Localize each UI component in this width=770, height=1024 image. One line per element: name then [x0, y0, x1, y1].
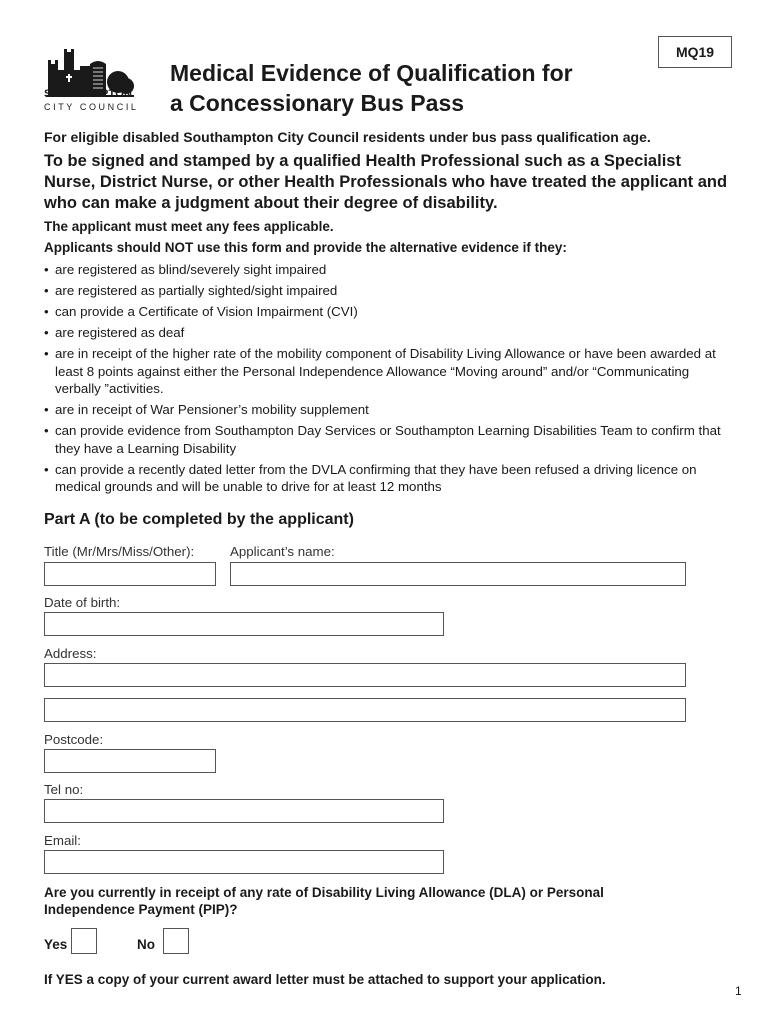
logo-wordmark: SOUTHAMPTON	[44, 88, 133, 100]
applicant-name-field[interactable]	[230, 562, 686, 586]
postcode-label: Postcode:	[44, 732, 104, 747]
award-letter-note: If YES a copy of your current award letter must be attached to support your application.	[44, 972, 606, 987]
title-line-1: Medical Evidence of Qualification for	[170, 60, 573, 86]
list-item: • are in receipt of War Pensioner’s mobility supplement	[44, 402, 369, 418]
address-field-line-2[interactable]	[44, 698, 686, 722]
form-code-badge: MQ19	[658, 36, 732, 68]
yes-label: Yes	[44, 937, 68, 952]
title-field[interactable]	[44, 562, 216, 586]
list-item: • can provide a recently dated letter from the DVLA confirming that they have been refused a driving licence on medical grounds and will be unable to drive for at least 12 months	[44, 461, 697, 495]
title-label: Title (Mr/Mrs/Miss/Other):	[44, 544, 195, 559]
list-item: • can provide evidence from Southampton Day Services or Southampton Learning Disabilities Team to confirm that they have a Learning Disability	[44, 423, 721, 456]
applicant-name-label: Applicant’s name:	[230, 544, 335, 559]
bullet-icon: •	[44, 345, 49, 361]
list-item: • are registered as deaf	[44, 324, 185, 340]
dob-field[interactable]	[44, 612, 444, 636]
page-title	[170, 58, 573, 118]
address-field-line-1[interactable]	[44, 663, 686, 687]
list-item: • are in receipt of the higher rate of the mobility component of Disability Living Allowance or have been awarded at least 8 points against either the Personal Independence Allowance “Moving around” and/or “Communicating verbally ”activities.	[44, 345, 716, 397]
bullet-icon: •	[44, 282, 49, 298]
bullet-icon: •	[44, 303, 49, 319]
page-number: 1	[735, 984, 742, 998]
fees-note: The applicant must meet any fees applicable.	[44, 219, 334, 234]
email-field[interactable]	[44, 850, 444, 874]
exclusion-list	[44, 261, 734, 499]
not-use-heading: Applicants should NOT use this form and provide the alternative evidence if they:	[44, 240, 567, 255]
bullet-icon: •	[44, 461, 49, 477]
signing-instruction: To be signed and stamped by a qualified Health Professional such as a Specialist Nurse, District Nurse, or other Health Professionals who have treated the applicant and who can make a judgment about their degree of disability.	[44, 152, 728, 212]
tel-field[interactable]	[44, 799, 444, 823]
title-line-2: a Concessionary Bus Pass	[170, 90, 465, 116]
bullet-icon: •	[44, 402, 49, 418]
list-item: • are registered as partially sighted/sight impaired	[44, 282, 338, 298]
address-label: Address:	[44, 646, 97, 661]
logo-subtitle: CITY COUNCIL	[44, 102, 139, 112]
list-item: • can provide a Certificate of Vision Impairment (CVI)	[44, 303, 358, 319]
postcode-field[interactable]	[44, 749, 216, 773]
tel-label: Tel no:	[44, 782, 84, 797]
part-a-heading: Part A (to be completed by the applicant)	[44, 511, 354, 528]
dob-label: Date of birth:	[44, 595, 121, 610]
bullet-icon: •	[44, 324, 49, 340]
yes-checkbox[interactable]	[71, 928, 97, 954]
email-label: Email:	[44, 833, 81, 848]
list-item: • are registered as blind/severely sight impaired	[44, 262, 327, 277]
bullet-icon: •	[44, 423, 49, 439]
no-checkbox[interactable]	[163, 928, 189, 954]
intro-text: For eligible disabled Southampton City Council residents under bus pass qualification age.	[44, 129, 651, 145]
dla-pip-question: Are you currently in receipt of any rate of Disability Living Allowance (DLA) or Personal Independence Payment (PIP)?	[44, 885, 604, 917]
no-label: No	[137, 937, 155, 952]
bullet-icon: •	[44, 262, 49, 277]
